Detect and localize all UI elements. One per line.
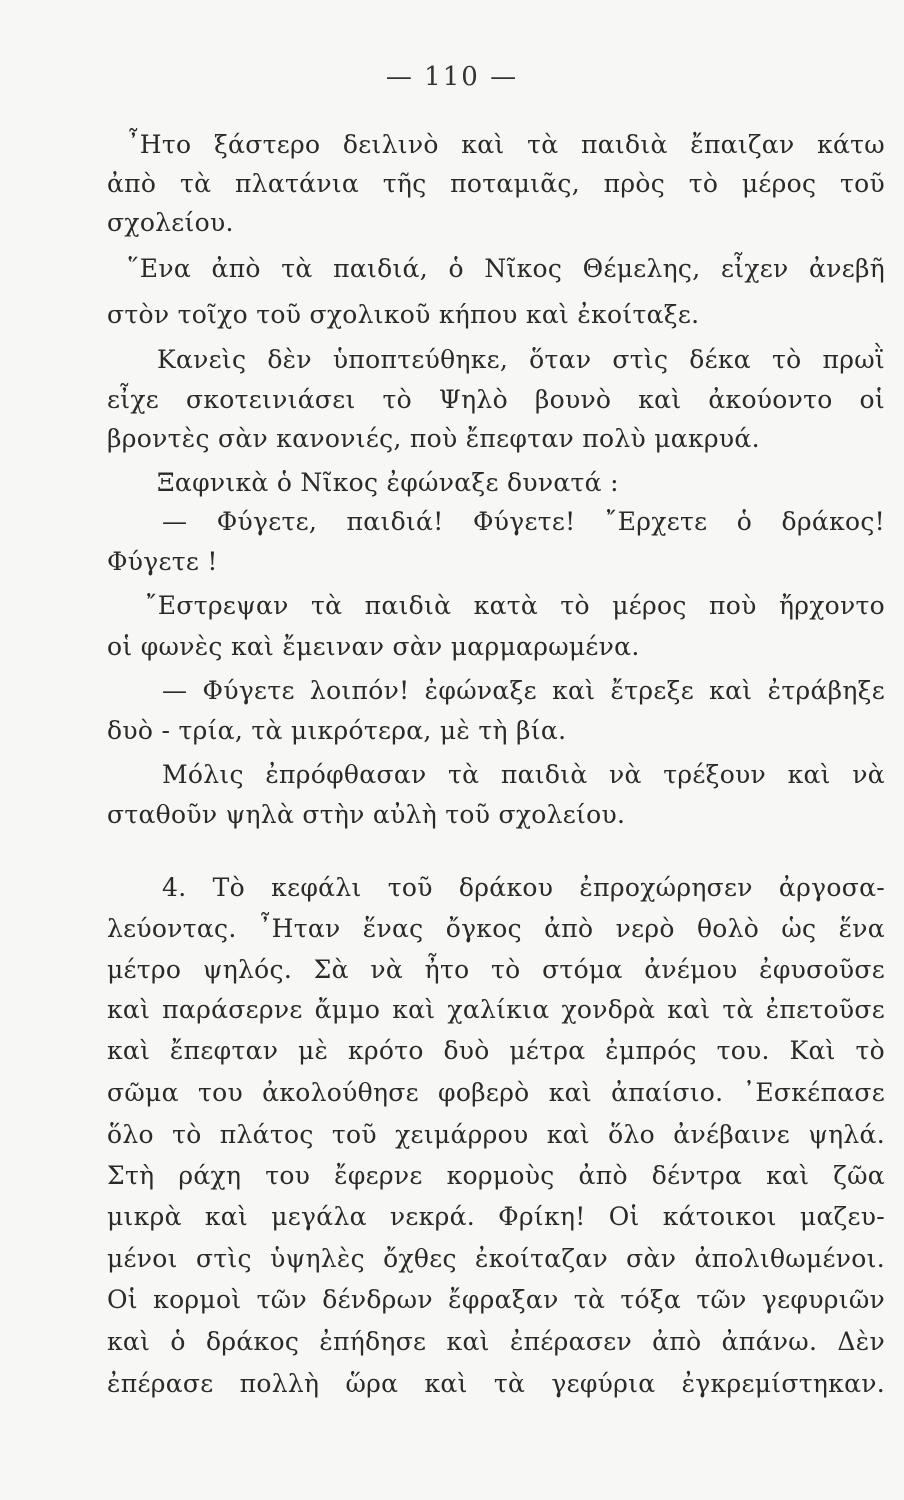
- text-line: ὅλο τὸ πλάτος τοῦ χειμάρρου καὶ ὅλο ἀνέβαινε ψηλά.: [107, 1120, 885, 1149]
- text-line: μικρὰ καὶ μεγάλα νεκρά. Φρίκη! Οἱ κάτοικοι μαζευ-: [107, 1202, 885, 1231]
- text-line: Μόλις ἐπρόφθασαν τὰ παιδιὰ νὰ τρέξουν καὶ νὰ: [162, 760, 885, 789]
- text-line: Κανεὶς δὲν ὑποπτεύθηκε, ὅταν στὶς δέκα τὸ πρωῒ: [157, 345, 885, 374]
- text-line: σχολείου.: [107, 208, 234, 237]
- text-line: καὶ παράσερνε ἄμμο καὶ χαλίκια χονδρὰ καὶ τὰ ἐπετοῦσε: [107, 995, 885, 1024]
- text-line: σῶμα του ἀκολούθησε φοβερὸ καὶ ἀπαίσιο. ᾽Εσκέπασε: [107, 1078, 885, 1107]
- text-line: καὶ ἔπεφταν μὲ κρότο δυὸ μέτρα ἐμπρός του. Καὶ τὸ: [107, 1036, 885, 1065]
- text-line: 4. Τὸ κεφάλι τοῦ δράκου ἐπροχώρησεν ἀργοσα-: [162, 873, 885, 902]
- page-number: — 110 —: [385, 62, 519, 92]
- text-line: ἀπὸ τὰ πλατάνια τῆς ποταμιᾶς, πρὸς τὸ μέρος τοῦ: [107, 169, 885, 198]
- text-line: σταθοῦν ψηλὰ στὴν αὐλὴ τοῦ σχολείου.: [107, 800, 626, 829]
- text-line: Ξαφνικὰ ὁ Νῖκος ἐφώναξε δυνατά :: [157, 468, 619, 497]
- text-line: δυὸ - τρία, τὰ μικρότερα, μὲ τὴ βία.: [107, 716, 567, 745]
- text-line: — Φύγετε, παιδιά! Φύγετε! ῎Ερχετε ὁ δράκος!: [162, 507, 885, 536]
- text-line: καὶ ὁ δράκος ἐπήδησε καὶ ἐπέρασεν ἀπὸ ἀπάνω. Δὲν: [107, 1327, 885, 1356]
- text-line: στὸν τοῖχο τοῦ σχολικοῦ κήπου καὶ ἐκοίταξε.: [107, 300, 700, 329]
- text-line: ῎Εστρεψαν τὰ παιδιὰ κατὰ τὸ μέρος ποὺ ἤρχοντο: [145, 591, 885, 620]
- text-line: Στὴ ράχη του ἔφερνε κορμοὺς ἀπὸ δέντρα καὶ ζῶα: [107, 1161, 885, 1190]
- text-line: ῞Ενα ἀπὸ τὰ παιδιά, ὁ Νῖκος Θέμελης, εἶχεν ἀνεβῆ: [127, 254, 885, 283]
- text-line: Φύγετε !: [107, 547, 218, 576]
- text-line: μέτρο ψηλός. Σὰ νὰ ἦτο τὸ στόμα ἀνέμου ἐφυσοῦσε: [107, 955, 885, 984]
- text-line: Οἱ κορμοὶ τῶν δένδρων ἔφραξαν τὰ τόξα τῶν γεφυριῶν: [107, 1285, 885, 1314]
- text-line: εἶχε σκοτεινιάσει τὸ Ψηλὸ βουνὸ καὶ ἀκούοντο οἱ: [107, 385, 885, 414]
- text-line: — Φύγετε λοιπόν! ἐφώναξε καὶ ἔτρεξε καὶ ἐτράβηξε: [162, 676, 885, 705]
- text-line: ῏Ητο ξάστερο δειλινὸ καὶ τὰ παιδιὰ ἔπαιζαν κάτω: [127, 130, 885, 159]
- text-line: λεύοντας. ῏Ηταν ἕνας ὄγκος ἀπὸ νερὸ θολὸ ὡς ἕνα: [107, 914, 885, 943]
- text-line: ἐπέρασε πολλὴ ὥρα καὶ τὰ γεφύρια ἐγκρεμίστηκαν.: [107, 1369, 885, 1398]
- text-line: οἱ φωνὲς καὶ ἔμειναν σὰν μαρμαρωμένα.: [107, 632, 640, 661]
- text-line: μένοι στὶς ὑψηλὲς ὄχθες ἐκοίταζαν σὰν ἀπολιθωμένοι.: [107, 1244, 885, 1273]
- text-line: βροντὲς σὰν κανονιές, ποὺ ἔπεφταν πολὺ μακρυά.: [107, 424, 760, 453]
